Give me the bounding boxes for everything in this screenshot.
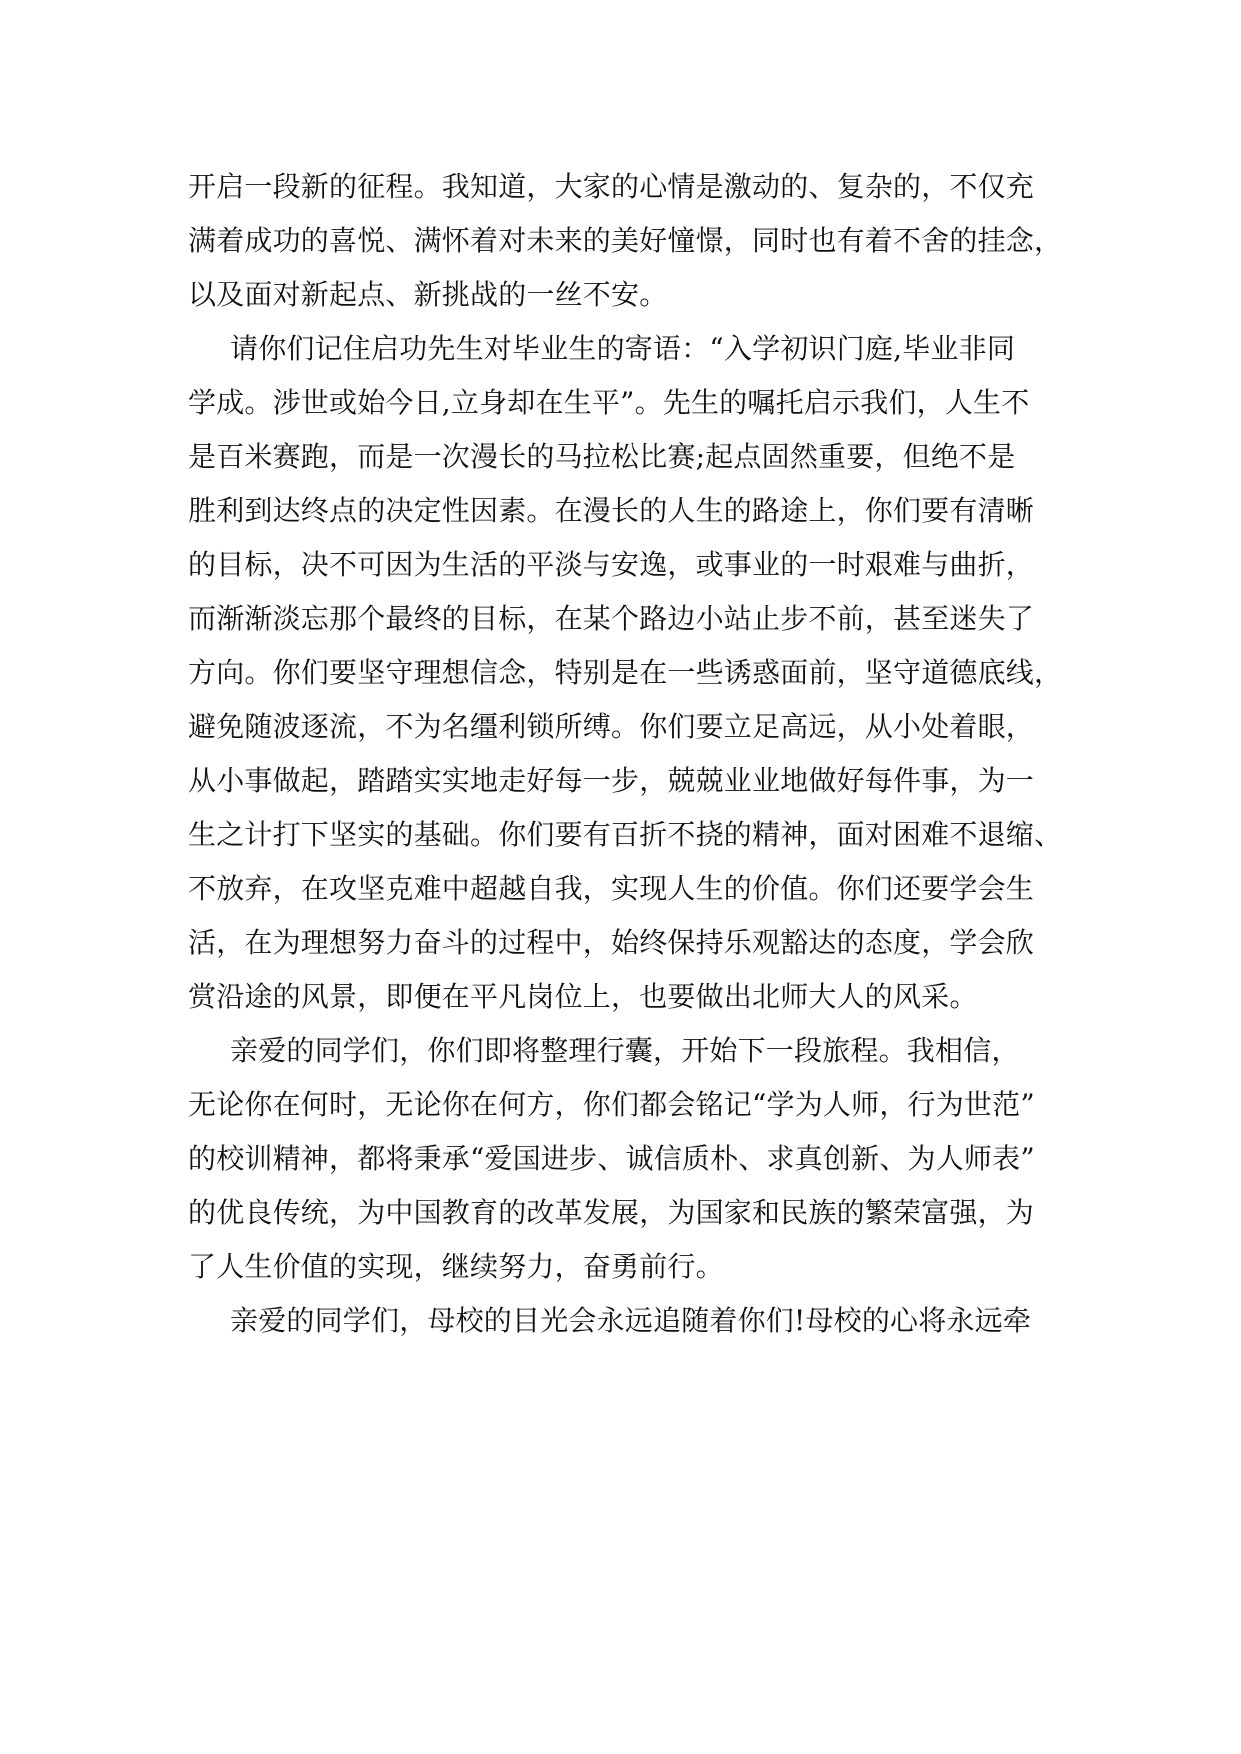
text-line: 不放弃，在攻坚克难中超越自我，实现人生的价值。你们还要学会生 bbox=[188, 872, 1035, 905]
text-line: 的优良传统，为中国教育的改革发展，为国家和民族的繁荣富强，为 bbox=[188, 1196, 1035, 1229]
text-line: 无论你在何时，无论你在何方，你们都会铭记“学为人师，行为世范” bbox=[188, 1088, 1035, 1121]
text-line: 避免随波逐流，不为名缰利锁所缚。你们要立足高远，从小处着眼， bbox=[188, 710, 1035, 743]
text-line: 胜利到达终点的决定性因素。在漫长的人生的路途上，你们要有清晰 bbox=[188, 494, 1035, 527]
text-line: 以及面对新起点、新挑战的一丝不安。 bbox=[188, 278, 668, 311]
paragraph-3 bbox=[188, 1024, 1054, 1294]
text-line: 方向。你们要坚守理想信念，特别是在一些诱惑面前，坚守道德底线， bbox=[188, 656, 1063, 689]
text-line: 的校训精神，都将秉承“爱国进步、诚信质朴、求真创新、为人师表” bbox=[188, 1142, 1035, 1175]
text-line: 的目标，决不可因为生活的平淡与安逸，或事业的一时艰难与曲折， bbox=[188, 548, 1035, 581]
text-line: 赏沿途的风景，即便在平凡岗位上，也要做出北师大人的风采。 bbox=[188, 980, 978, 1013]
text-line: 活，在为理想努力奋斗的过程中，始终保持乐观豁达的态度，学会欣 bbox=[188, 926, 1035, 959]
text-line: 开启一段新的征程。我知道，大家的心情是激动的、复杂的，不仅充 bbox=[188, 170, 1035, 203]
text-line: 了人生价值的实现，继续努力，奋勇前行。 bbox=[188, 1250, 724, 1283]
text-line: 而渐渐淡忘那个最终的目标，在某个路边小站止步不前，甚至迷失了 bbox=[188, 602, 1035, 635]
text-line: 是百米赛跑，而是一次漫长的马拉松比赛;起点固然重要，但绝不是 bbox=[188, 440, 1016, 473]
document-body bbox=[188, 160, 1063, 1348]
paragraph-1 bbox=[188, 160, 1063, 322]
paragraph-2 bbox=[188, 322, 1063, 1024]
text-line: 满着成功的喜悦、满怀着对未来的美好憧憬，同时也有着不舍的挂念， bbox=[188, 224, 1063, 257]
paragraph-4 bbox=[188, 1294, 1054, 1348]
text-line: 亲爱的同学们，你们即将整理行囊，开始下一段旅程。我相信， bbox=[230, 1034, 1020, 1067]
text-line: 学成。涉世或始今日,立身却在生平”。先生的嘱托启示我们，人生不 bbox=[188, 386, 1030, 419]
text-line: 从小事做起，踏踏实实地走好每一步，兢兢业业地做好每件事，为一 bbox=[188, 764, 1035, 797]
text-line: 生之计打下坚实的基础。你们要有百折不挠的精神，面对困难不退缩、 bbox=[188, 818, 1063, 851]
text-line: 请你们记住启功先生对毕业生的寄语：“入学初识门庭,毕业非同 bbox=[230, 332, 1016, 365]
text-line: 亲爱的同学们，母校的目光会永远追随着你们!母校的心将永远牵 bbox=[230, 1304, 1032, 1337]
